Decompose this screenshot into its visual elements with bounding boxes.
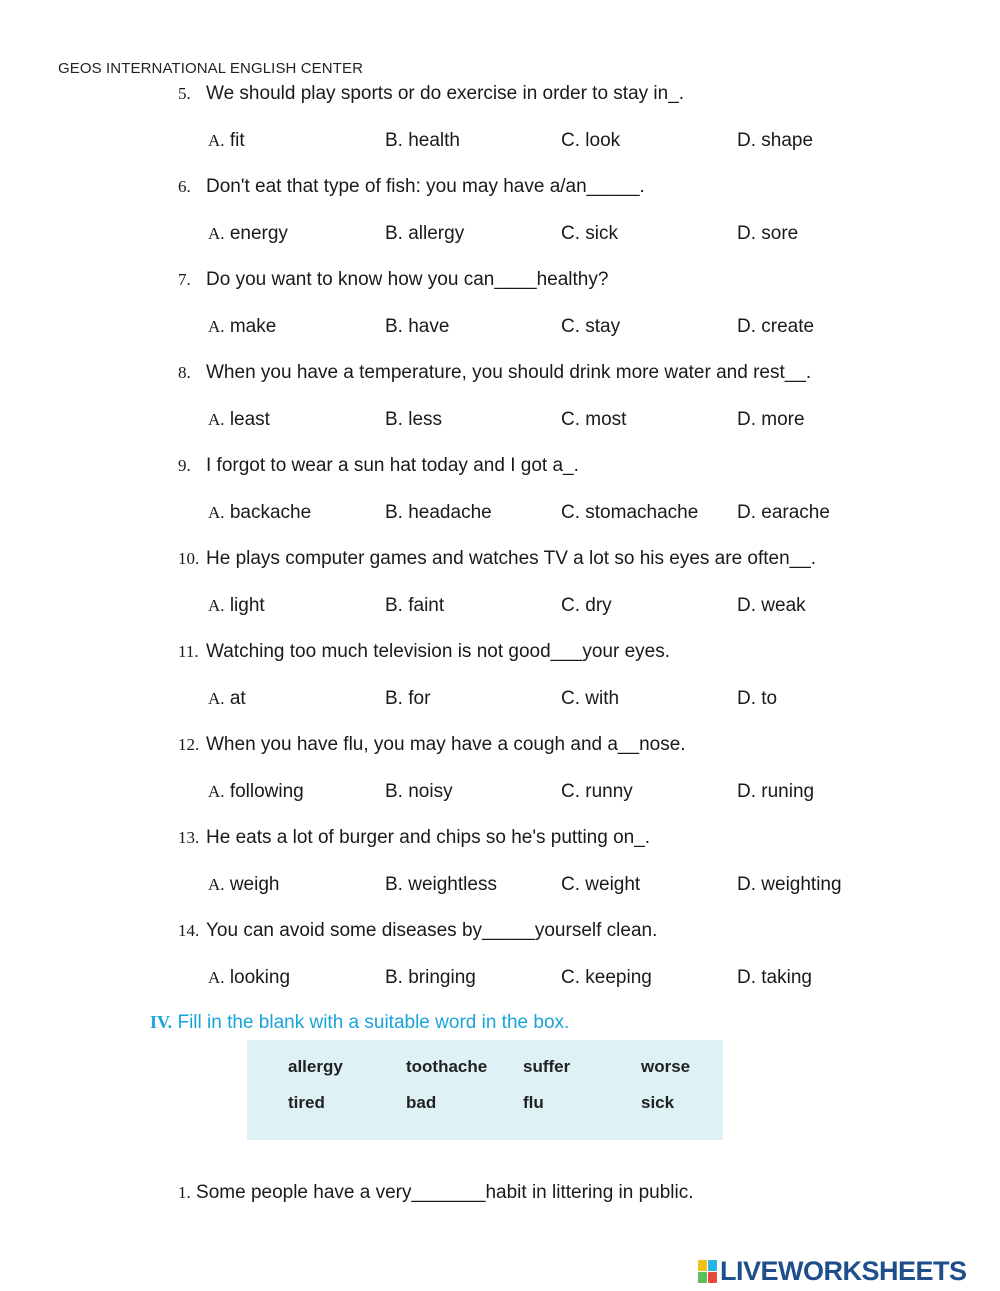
fill-question-text: Some people have a very_______habit in littering in public. — [196, 1182, 694, 1203]
option-letter: A. — [208, 410, 225, 429]
answer-option-b[interactable] — [385, 130, 460, 152]
answer-option-b[interactable] — [385, 316, 449, 338]
question-5 — [178, 83, 684, 105]
option-text: D. runing — [737, 781, 815, 802]
logo-square — [708, 1260, 717, 1271]
option-text: B. weightless — [385, 874, 497, 895]
option-text: make — [229, 316, 277, 337]
option-text: following — [229, 781, 304, 802]
answer-option-d[interactable] — [737, 781, 814, 803]
answer-options — [208, 781, 928, 807]
option-text: C. stay — [561, 316, 621, 337]
answer-option-d[interactable] — [737, 502, 830, 524]
logo-square — [698, 1260, 707, 1271]
option-text: fit — [229, 130, 245, 151]
answer-options — [208, 502, 928, 528]
question-text: Watching too much television is not good___your eyes. — [206, 641, 671, 662]
answer-option-c[interactable] — [561, 223, 618, 245]
fill-question — [178, 1182, 694, 1204]
option-letter: A. — [208, 317, 225, 336]
answer-option-a[interactable] — [208, 688, 246, 710]
option-text: C. dry — [561, 595, 612, 616]
answer-option-a[interactable] — [208, 502, 311, 524]
option-text: D. weighting — [737, 874, 842, 895]
word-box-item: toothache — [406, 1057, 488, 1076]
option-text: D. taking — [737, 967, 812, 988]
answer-option-c[interactable] — [561, 595, 612, 617]
answer-options — [208, 409, 928, 435]
answer-option-c[interactable] — [561, 874, 640, 896]
option-letter: A. — [208, 224, 225, 243]
answer-option-c[interactable] — [561, 688, 619, 710]
question-8 — [178, 362, 811, 384]
answer-options — [208, 967, 928, 993]
question-12 — [178, 734, 686, 756]
answer-option-d[interactable] — [737, 130, 813, 152]
answer-options — [208, 130, 928, 156]
question-6 — [178, 176, 645, 198]
option-text: C. most — [561, 409, 627, 430]
option-text: D. shape — [737, 130, 814, 151]
option-text: B. headache — [385, 502, 492, 523]
answer-options — [208, 874, 928, 900]
answer-options — [208, 595, 928, 621]
answer-option-a[interactable] — [208, 130, 245, 152]
answer-option-b[interactable] — [385, 967, 476, 989]
option-text: B. have — [385, 316, 450, 337]
option-letter: A. — [208, 968, 225, 987]
answer-option-a[interactable] — [208, 874, 279, 896]
answer-option-d[interactable] — [737, 316, 814, 338]
answer-option-b[interactable] — [385, 688, 430, 710]
question-text: We should play sports or do exercise in order to stay in_. — [206, 83, 685, 104]
option-text: B. faint — [385, 595, 445, 616]
option-text: D. earache — [737, 502, 830, 523]
word-box — [247, 1040, 723, 1140]
option-text: C. keeping — [561, 967, 652, 988]
option-text: D. weak — [737, 595, 806, 616]
answer-option-d[interactable] — [737, 223, 798, 245]
question-text: Don't eat that type of fish: you may have a/an_____. — [206, 176, 645, 197]
word-box-item: tired — [288, 1093, 325, 1112]
option-letter: A. — [208, 875, 225, 894]
option-text: C. with — [561, 688, 620, 709]
answer-option-b[interactable] — [385, 409, 442, 431]
option-text: C. stomachache — [561, 502, 699, 523]
question-number: 8. — [178, 363, 191, 382]
question-10 — [178, 548, 816, 570]
answer-option-c[interactable] — [561, 967, 652, 989]
option-text: D. sore — [737, 223, 799, 244]
question-7 — [178, 269, 608, 291]
question-number: 9. — [178, 456, 191, 475]
answer-option-a[interactable] — [208, 223, 288, 245]
section-heading — [150, 1012, 569, 1034]
question-text: I forgot to wear a sun hat today and I got a_. — [206, 455, 579, 476]
answer-option-b[interactable] — [385, 874, 497, 896]
question-11 — [178, 641, 670, 663]
question-number: 6. — [178, 177, 191, 196]
logo-text: LIVEWORKSHEETS — [720, 1255, 967, 1286]
answer-option-d[interactable] — [737, 409, 805, 431]
option-text: B. noisy — [385, 781, 453, 802]
option-text: least — [229, 409, 270, 430]
option-text: energy — [229, 223, 288, 244]
answer-option-c[interactable] — [561, 316, 620, 338]
question-text: Do you want to know how you can____healthy? — [206, 269, 609, 290]
answer-option-d[interactable] — [737, 688, 777, 710]
question-13 — [178, 827, 650, 849]
answer-option-a[interactable] — [208, 967, 290, 989]
answer-option-a[interactable] — [208, 595, 265, 617]
answer-option-b[interactable] — [385, 502, 492, 524]
question-text: He plays computer games and watches TV a lot so his eyes are often__. — [206, 548, 817, 569]
option-text: weigh — [229, 874, 280, 895]
option-text: B. less — [385, 409, 443, 430]
option-text: D. more — [737, 409, 805, 430]
answer-option-a[interactable] — [208, 409, 270, 431]
question-number: 7. — [178, 270, 191, 289]
question-text: When you have flu, you may have a cough and a__nose. — [206, 734, 686, 755]
answer-option-c[interactable] — [561, 130, 620, 152]
option-letter: A. — [208, 689, 225, 708]
answer-options — [208, 688, 928, 714]
option-text: looking — [229, 967, 291, 988]
question-number: 10. — [178, 549, 200, 568]
answer-option-b[interactable] — [385, 595, 444, 617]
option-text: C. runny — [561, 781, 633, 802]
answer-option-d[interactable] — [737, 967, 812, 989]
logo-mark-icon — [698, 1260, 717, 1283]
section-number: IV. — [150, 1012, 173, 1032]
option-text: B. health — [385, 130, 460, 151]
word-box-item: suffer — [523, 1057, 571, 1076]
liveworksheets-logo — [698, 1256, 967, 1286]
option-text: B. allergy — [385, 223, 465, 244]
option-text: backache — [229, 502, 312, 523]
answer-option-c[interactable] — [561, 409, 626, 431]
option-text: B. for — [385, 688, 431, 709]
logo-square — [708, 1272, 717, 1283]
page-header: GEOS INTERNATIONAL ENGLISH CENTER — [58, 60, 364, 77]
option-letter: A. — [208, 596, 225, 615]
question-text: He eats a lot of burger and chips so he's putting on_. — [206, 827, 651, 848]
question-number: 5. — [178, 84, 191, 103]
logo-square — [698, 1272, 707, 1283]
option-letter: A. — [208, 782, 225, 801]
question-text: You can avoid some diseases by_____yourself clean. — [206, 920, 658, 941]
word-box-item: flu — [523, 1093, 544, 1112]
option-text: C. weight — [561, 874, 641, 895]
option-letter: A. — [208, 131, 225, 150]
answer-options — [208, 316, 928, 342]
answer-options — [208, 223, 928, 249]
option-text: D. create — [737, 316, 815, 337]
answer-option-b[interactable] — [385, 223, 464, 245]
answer-option-d[interactable] — [737, 874, 842, 896]
question-number: 13. — [178, 828, 200, 847]
question-text: When you have a temperature, you should drink more water and rest__. — [206, 362, 812, 383]
option-text: B. bringing — [385, 967, 476, 988]
answer-option-b[interactable] — [385, 781, 453, 803]
option-letter: A. — [208, 503, 225, 522]
option-text: D. to — [737, 688, 778, 709]
question-number: 12. — [178, 735, 200, 754]
word-box-item: sick — [641, 1093, 675, 1112]
answer-option-c[interactable] — [561, 502, 698, 524]
word-box-item: allergy — [288, 1057, 343, 1076]
answer-option-a[interactable] — [208, 316, 276, 338]
word-box-item: bad — [406, 1093, 437, 1112]
word-box-item: worse — [641, 1057, 691, 1076]
option-text: C. sick — [561, 223, 618, 244]
answer-option-a[interactable] — [208, 781, 304, 803]
option-text: light — [229, 595, 265, 616]
question-number: 14. — [178, 921, 200, 940]
section-title: Fill in the blank with a suitable word in the box. — [177, 1012, 570, 1033]
option-text: at — [229, 688, 246, 709]
question-9 — [178, 455, 579, 477]
option-text: C. look — [561, 130, 621, 151]
answer-option-d[interactable] — [737, 595, 806, 617]
question-number: 11. — [178, 642, 199, 661]
fill-question-number: 1. — [178, 1183, 191, 1202]
question-14 — [178, 920, 657, 942]
answer-option-c[interactable] — [561, 781, 633, 803]
